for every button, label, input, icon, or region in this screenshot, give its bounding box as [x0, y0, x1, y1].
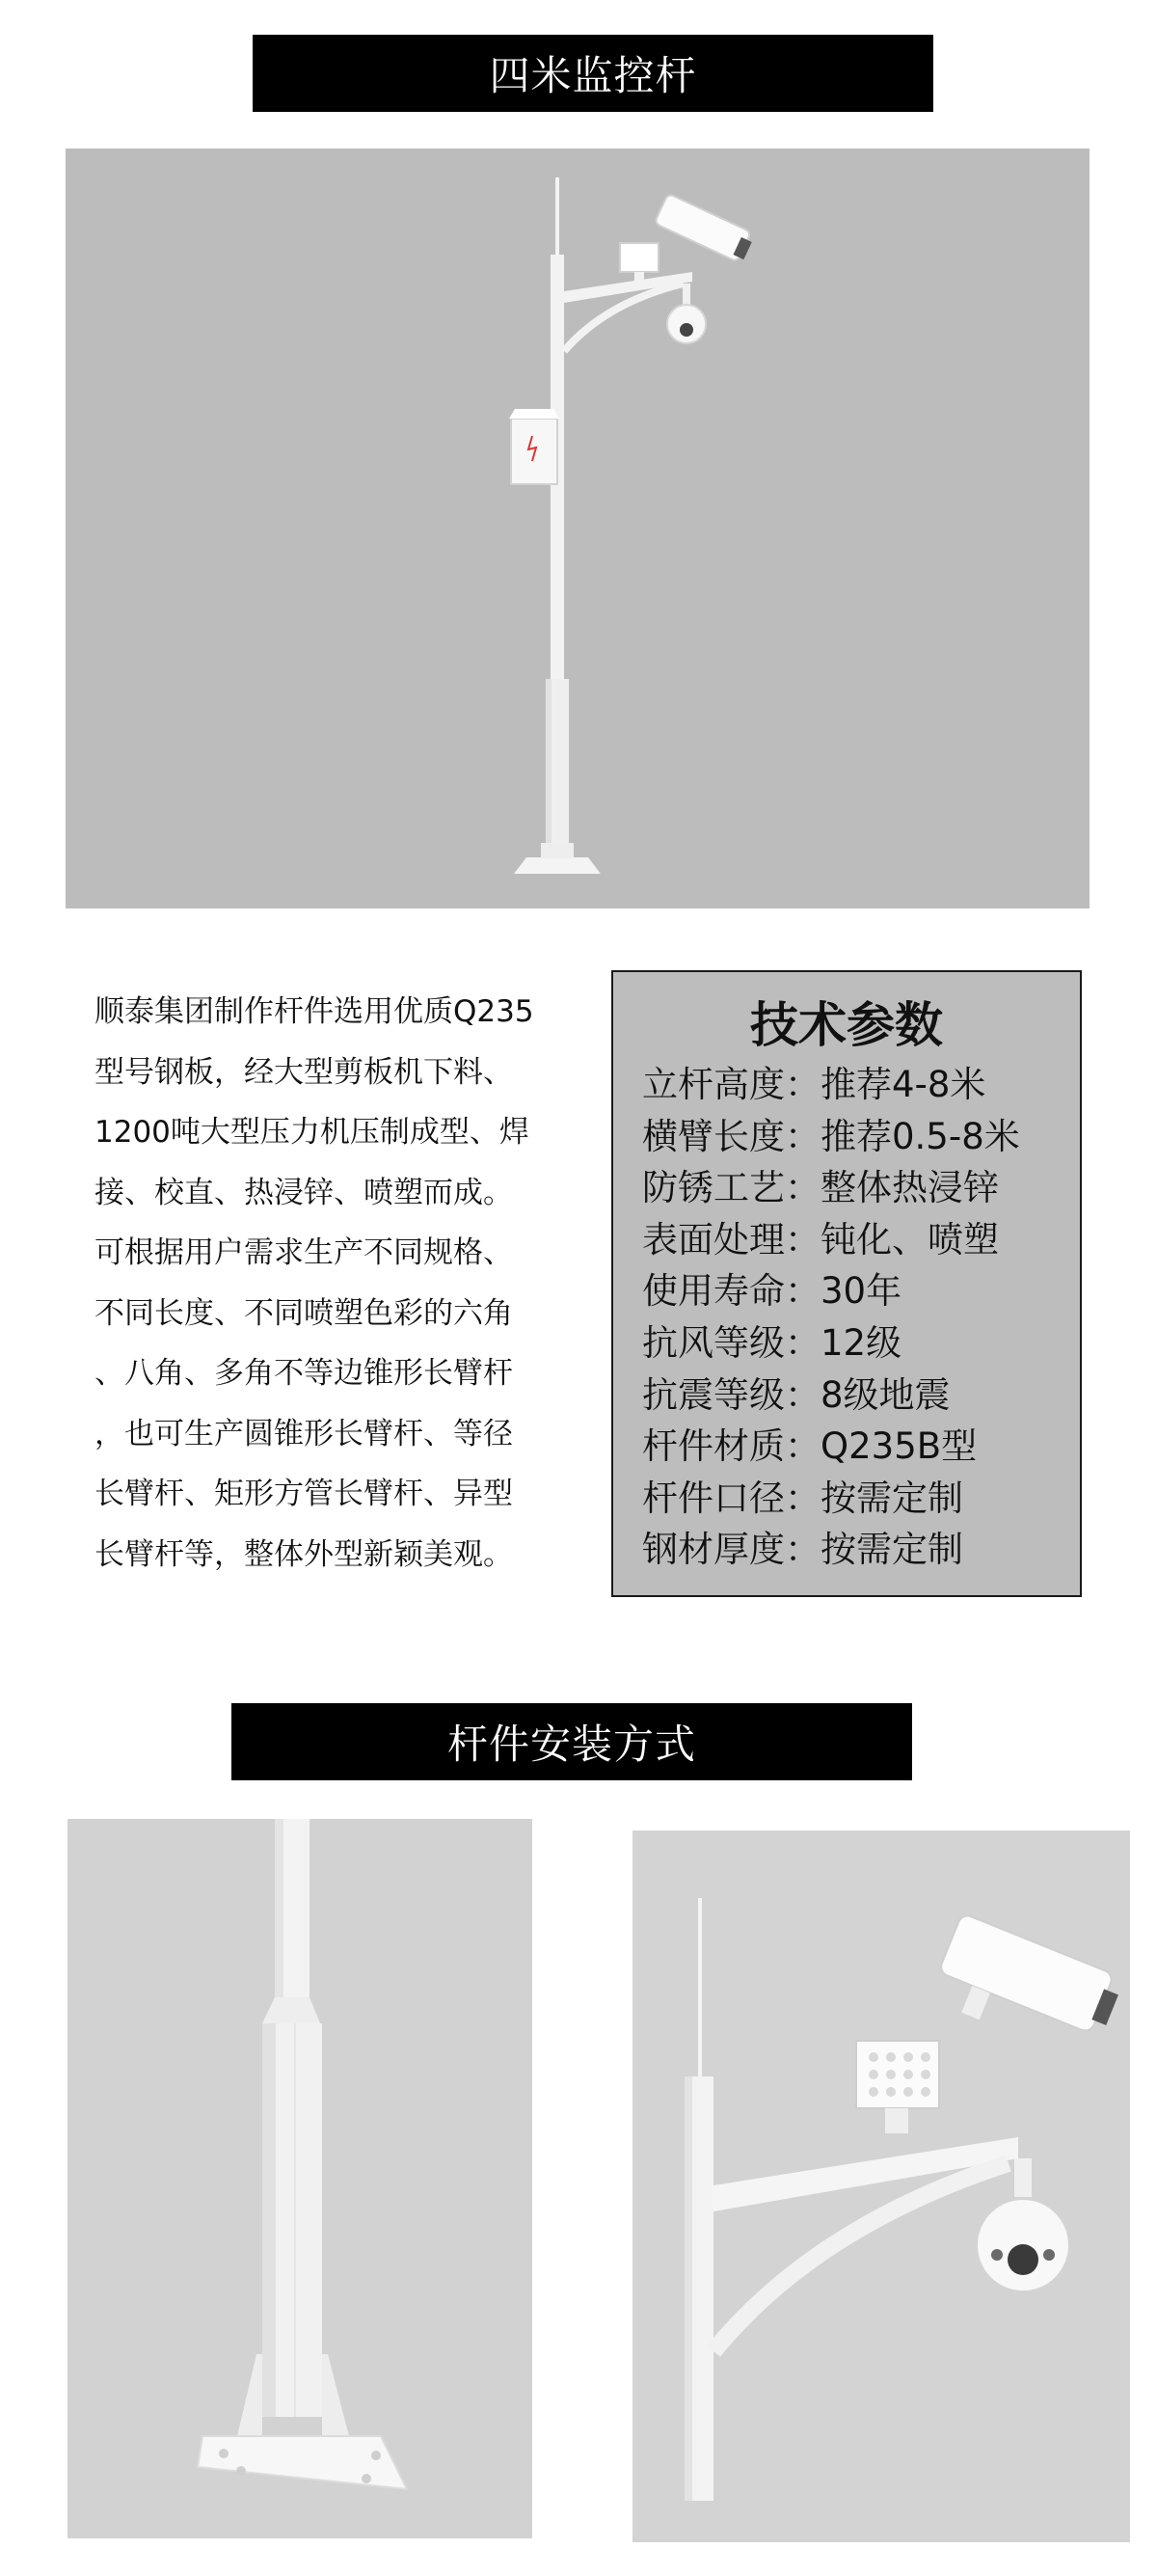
page-title-banner — [253, 35, 933, 112]
spec-item: 杆件材质：Q235B型 — [642, 1425, 978, 1468]
description-line: 长臂杆、矩形方管长臂杆、异型 — [94, 1477, 513, 1511]
pole-arm-illustration — [632, 1830, 1130, 2542]
spec-list — [642, 1059, 1080, 1576]
install-section-title: 杆件安装方式 — [446, 1721, 696, 1768]
spec-item: 使用寿命：30年 — [642, 1270, 902, 1313]
monitoring-pole-illustration — [66, 149, 1090, 908]
description-line: ，也可生产圆锥形长臂杆、等径 — [94, 1416, 513, 1451]
spec-item: 抗风等级：12级 — [642, 1321, 902, 1364]
pole-base-photo — [67, 1819, 532, 2538]
pole-base-illustration — [67, 1819, 532, 2538]
description-line: 型号钢板，经大型剪板机下料、 — [94, 1054, 513, 1090]
description-line: 可根据用户需求生产不同规格、 — [94, 1235, 513, 1270]
spec-item: 钢材厚度：按需定制 — [642, 1529, 963, 1571]
description-line: 长臂杆等，整体外型新颖美观。 — [94, 1536, 513, 1572]
monitoring-pole-photo — [66, 149, 1090, 908]
spec-title: 技术参数 — [750, 997, 943, 1053]
description-line: 接、校直、热浸锌、喷塑而成。 — [94, 1175, 513, 1210]
description-line: 、八角、多角不等边锥形长臂杆 — [94, 1356, 513, 1391]
spec-item: 抗震等级：8级地震 — [642, 1373, 951, 1416]
page-title: 四米监控杆 — [489, 52, 697, 99]
spec-item: 横臂长度：推荐0.5-8米 — [642, 1115, 1020, 1157]
description-line: 顺泰集团制作杆件选用优质Q235 — [94, 994, 534, 1029]
pole-arm-photo — [632, 1830, 1130, 2542]
product-description — [94, 982, 577, 1585]
spec-item: 杆件口径：按需定制 — [642, 1477, 963, 1519]
description-line: 1200吨大型压力机压制成型、焊 — [94, 1115, 529, 1150]
spec-item: 防锈工艺：整体热浸锌 — [642, 1167, 999, 1209]
spec-item: 表面处理：钝化、喷塑 — [642, 1218, 999, 1261]
spec-table — [611, 970, 1082, 1597]
install-section-banner — [231, 1703, 912, 1780]
description-line: 不同长度、不同喷塑色彩的六角 — [94, 1295, 513, 1331]
spec-item: 立杆高度：推荐4-8米 — [642, 1064, 986, 1105]
